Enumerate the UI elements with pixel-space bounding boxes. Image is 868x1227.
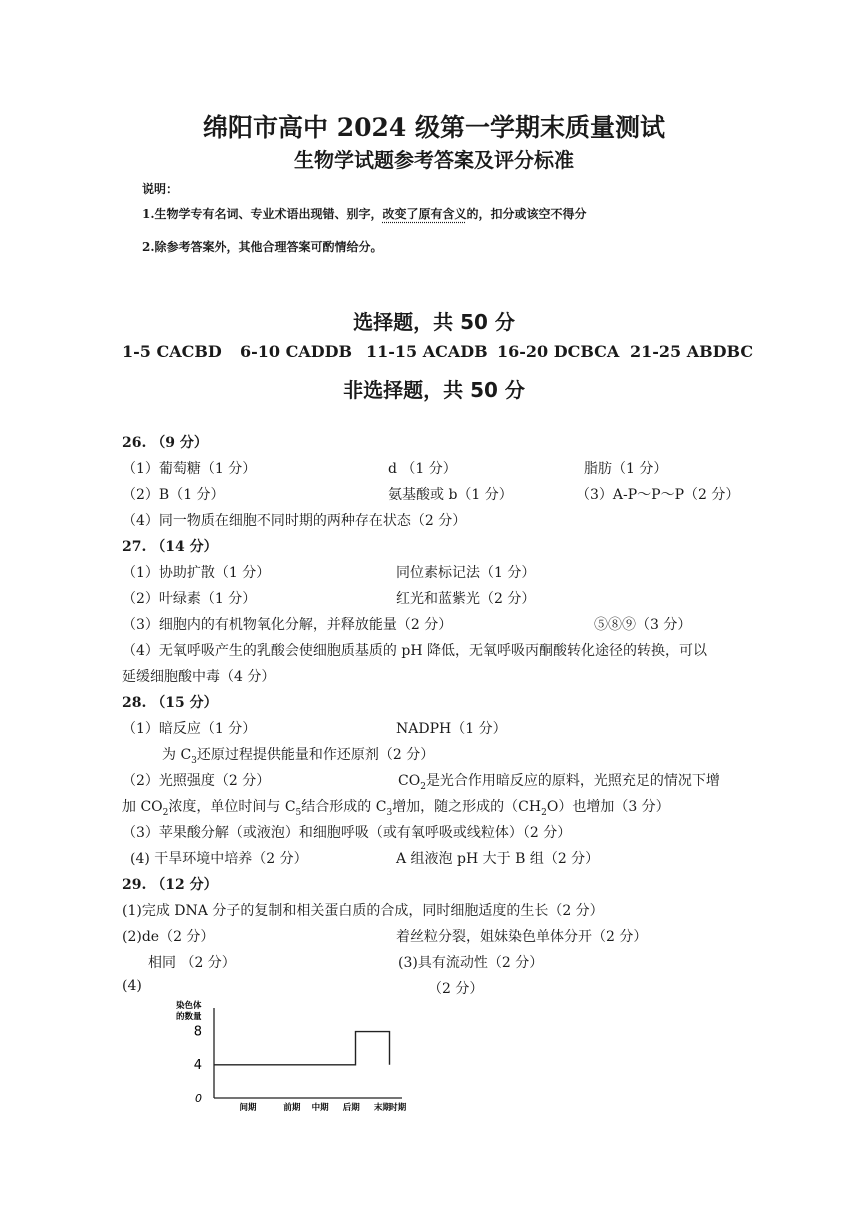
q28-text: 为 C	[162, 747, 192, 763]
q27-answer: 同位素标记法（1 分）	[396, 565, 536, 581]
q28-answer: NADPH（1 分）	[396, 721, 507, 737]
q26-answer: （4）同一物质在细胞不同时期的两种存在状态（2 分）	[122, 513, 467, 529]
q28-answer	[162, 744, 434, 766]
q26-answer: 脂肪（1 分）	[584, 461, 668, 477]
x-tick-label: 间期	[239, 1103, 257, 1113]
page-title: 绵阳市高中 2024 级第一学期末质量测试	[203, 113, 665, 142]
note-item-2: 2.除参考答案外，其他合理答案可酌情给分。	[142, 240, 383, 254]
choice-key-2: 6-10 CADDB	[240, 342, 353, 361]
note-item-1-tail: 的，扣分或该空不得分	[466, 207, 587, 221]
q26-heading: 26. （9 分）	[122, 435, 208, 451]
q26-answer: （1）葡萄糖（1 分）	[122, 461, 257, 477]
notes-label: 说明：	[142, 182, 179, 196]
q28-text: O）也增加（3 分）	[546, 799, 670, 815]
q29-answer: (4)	[122, 978, 142, 994]
q27-answer: 延缓细胞酸中毒（4 分）	[122, 669, 276, 685]
series-line	[214, 1032, 390, 1065]
q28-text: 是光合作用暗反应的原料，光照充足的情况下增	[425, 773, 720, 789]
q26-answer: （2）B（1 分）	[122, 487, 225, 503]
note-item-1-emphasis: 改变了原有含义	[382, 207, 467, 221]
q28-answer: A 组液泡 pH 大于 B 组（2 分）	[396, 851, 600, 867]
q29-answer: 着丝粒分裂，姐妹染色单体分开（2 分）	[396, 929, 648, 945]
q29-answer: （2 分）	[428, 981, 484, 997]
x-tick-label: 中期	[311, 1103, 329, 1113]
y-axis-label: 染色体	[176, 1001, 202, 1011]
q29-answer: (2)de（2 分）	[122, 929, 215, 945]
q28-answer: （3）苹果酸分解（或液泡）和细胞呼吸（或有氧呼吸或线粒体）（2 分）	[122, 825, 572, 841]
q28-subscript: 3	[191, 755, 197, 766]
section-choice-heading: 选择题，共 50 分	[353, 310, 515, 334]
note-item-1-text: 1.生物学专有名词、专业术语出现错、别字，	[142, 207, 383, 221]
q28-answer: （1）暗反应（1 分）	[122, 721, 257, 737]
q28-subscript: 2	[162, 807, 169, 818]
q27-answer: （3）细胞内的有机物氧化分解，并释放能量（2 分）	[122, 617, 453, 633]
q27-answer: 红光和蓝紫光（2 分）	[396, 591, 536, 607]
q28-subscript: 2	[541, 807, 547, 818]
page-subtitle: 生物学试题参考答案及评分标准	[294, 148, 574, 172]
q29-heading: 29. （12 分）	[122, 877, 218, 893]
q27-answer: ⑤⑧⑨（3 分）	[594, 617, 692, 633]
q28-text: 浓度，单位时间与 C	[168, 799, 296, 815]
q28-text: 结合形成的 C	[301, 799, 387, 815]
section-nonchoice-heading: 非选择题，共 50 分	[343, 378, 525, 402]
choice-key-1: 1-5 CACBD	[122, 342, 222, 361]
q26-answer: 氨基酸或 b（1 分）	[388, 487, 513, 503]
q26-answer: （3）A-P～P～P（2 分）	[576, 487, 740, 503]
q27-answer: （2）叶绿素（1 分）	[122, 591, 257, 607]
q28-answer	[122, 796, 670, 818]
chromosome-count-chart	[166, 996, 426, 1120]
note-item-1	[142, 205, 587, 222]
q28-subscript: 3	[386, 807, 393, 818]
choice-key-5: 21-25 ABDBC	[630, 342, 754, 361]
y-tick-label: 0	[195, 1092, 202, 1105]
y-axis-label: 的数量	[176, 1012, 202, 1022]
q28-subscript: 2	[420, 781, 426, 792]
y-tick-label: 4	[193, 1057, 202, 1073]
q29-answer: (1)完成 DNA 分子的复制和相关蛋白质的合成，同时细胞适度的生长（2 分）	[122, 903, 604, 919]
x-tick-label: 末期	[373, 1103, 391, 1113]
q28-text: 加 CO	[122, 799, 163, 815]
q29-answer: 相同 （2 分）	[148, 955, 236, 971]
y-tick-label: 8	[193, 1024, 202, 1040]
q28-text: 增加，随之形成的（CH	[392, 799, 542, 815]
q27-heading: 27. （14 分）	[122, 539, 218, 555]
choice-key-4: 16-20 DCBCA	[497, 342, 620, 361]
q28-answer	[398, 770, 720, 792]
q28-heading: 28. （15 分）	[122, 695, 218, 711]
q29-answer: (3)具有流动性（2 分）	[398, 955, 544, 971]
q28-text: 还原过程提供能量和作还原剂（2 分）	[196, 747, 435, 763]
q28-text: CO	[398, 773, 421, 789]
q27-answer: （1）协助扩散（1 分）	[122, 565, 271, 581]
q26-answer: d （1 分）	[388, 461, 457, 477]
x-tick-label: 后期	[342, 1103, 360, 1113]
q28-answer: (4) 干旱环境中培养（2 分）	[130, 851, 308, 867]
q28-subscript: 5	[295, 807, 302, 818]
q27-answer: （4）无氧呼吸产生的乳酸会使细胞质基质的 pH 降低，无氧呼吸丙酮酸转化途径的转换，可以	[122, 643, 707, 659]
q28-answer: （2）光照强度（2 分）	[122, 773, 271, 789]
choice-key-3: 11-15 ACADB	[366, 342, 488, 361]
x-axis-label: 时期	[389, 1103, 407, 1113]
x-tick-label: 前期	[283, 1103, 301, 1113]
